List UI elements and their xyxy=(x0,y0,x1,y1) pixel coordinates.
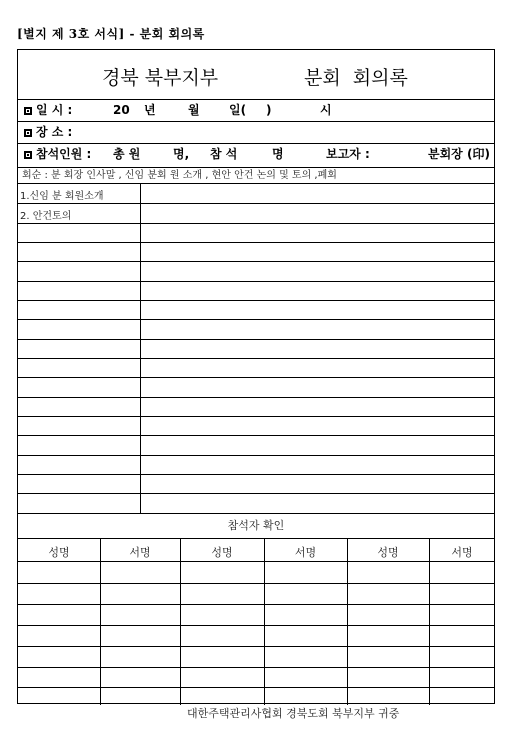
minutes-row-line xyxy=(18,339,494,340)
sign-row-line xyxy=(18,561,494,562)
attendance-label: 참석인원 : xyxy=(36,147,92,161)
sign-col-divider xyxy=(347,539,348,705)
datetime-year[interactable]: 20 xyxy=(113,103,130,117)
title-minutes: 분회 회의록 xyxy=(304,67,408,89)
place-label: 장 소 : xyxy=(36,125,73,139)
form-label: [별지 제 3호 서식] - 분회 회의록 xyxy=(17,27,205,41)
agenda-order: 회순 : 분 회장 인사말 , 신임 분회 원 소개 , 현안 안건 논의 및 토의 ,폐회 xyxy=(18,168,494,184)
sign-row-line xyxy=(18,604,494,605)
sign-header-signature: 서명 xyxy=(451,546,473,559)
datetime-dow-close: ) xyxy=(266,103,272,117)
square-bullet-icon xyxy=(24,107,32,115)
minutes-row-line xyxy=(18,319,494,320)
attendance-row xyxy=(18,144,494,168)
minutes-row-line xyxy=(18,377,494,378)
sign-row-line xyxy=(18,687,494,688)
reporter-label: 보고자 : xyxy=(326,147,370,161)
datetime-day-unit: 일( xyxy=(229,103,247,117)
place-label-group xyxy=(24,122,72,143)
datetime-month-unit: 월 xyxy=(188,103,200,117)
minutes-row-line xyxy=(18,242,494,243)
branch-head-seal: 분회장 (印) xyxy=(428,147,490,161)
sign-col-divider xyxy=(429,539,430,705)
sign-row-line xyxy=(18,625,494,626)
square-bullet-icon xyxy=(24,129,32,137)
minutes-table[interactable] xyxy=(18,184,494,513)
minutes-row-line xyxy=(18,493,494,494)
minutes-row-line xyxy=(18,281,494,282)
title-row xyxy=(18,50,494,100)
sign-header-name: 성명 xyxy=(211,546,233,559)
minutes-row-line xyxy=(18,474,494,475)
attendance-present: 참 석 xyxy=(210,147,238,161)
recipient-footer: 대한주택관리사협회 경북도회 북부지부 귀중 xyxy=(187,707,400,720)
minutes-form xyxy=(17,49,495,704)
minutes-row-line xyxy=(18,397,494,398)
attendance-unit-1: 명, xyxy=(173,147,190,161)
minutes-row-line xyxy=(18,455,494,456)
minutes-row-line xyxy=(18,223,494,224)
place-field[interactable] xyxy=(113,122,483,142)
attendee-confirm-title: 참석자 확인 xyxy=(18,513,494,539)
sign-header-signature: 서명 xyxy=(129,546,151,559)
sign-col-divider xyxy=(264,539,265,705)
sign-row-line xyxy=(18,583,494,584)
minutes-row-line xyxy=(18,358,494,359)
datetime-label: 일 시 : xyxy=(36,103,73,117)
sign-header-name: 성명 xyxy=(48,546,70,559)
attendance-total: 총 원 xyxy=(113,147,141,161)
sign-col-divider xyxy=(180,539,181,705)
minutes-item-1: 1.신임 분 회원소개 xyxy=(20,191,104,202)
minutes-divider xyxy=(140,184,141,513)
sign-row-line xyxy=(18,667,494,668)
minutes-row-line xyxy=(18,300,494,301)
minutes-row-line xyxy=(18,203,494,204)
minutes-item-2: 2. 안건토의 xyxy=(20,211,72,222)
sign-header-name: 성명 xyxy=(377,546,399,559)
sign-header-signature: 서명 xyxy=(294,546,317,559)
square-bullet-icon xyxy=(24,151,32,159)
place-row xyxy=(18,122,494,144)
minutes-row-line xyxy=(18,435,494,436)
minutes-row-line xyxy=(18,261,494,262)
attendance-unit-2: 명 xyxy=(272,147,284,161)
datetime-row xyxy=(18,100,494,122)
sign-row-line xyxy=(18,646,494,647)
sign-col-divider xyxy=(100,539,101,705)
datetime-year-unit: 년 xyxy=(144,103,156,117)
title-branch: 경북 북부지부 xyxy=(102,67,219,89)
minutes-row-line xyxy=(18,416,494,417)
attendee-sign-table[interactable] xyxy=(18,539,494,705)
datetime-label-group xyxy=(24,100,72,121)
attendance-label-group xyxy=(24,144,91,165)
datetime-hour-unit: 시 xyxy=(320,103,332,117)
